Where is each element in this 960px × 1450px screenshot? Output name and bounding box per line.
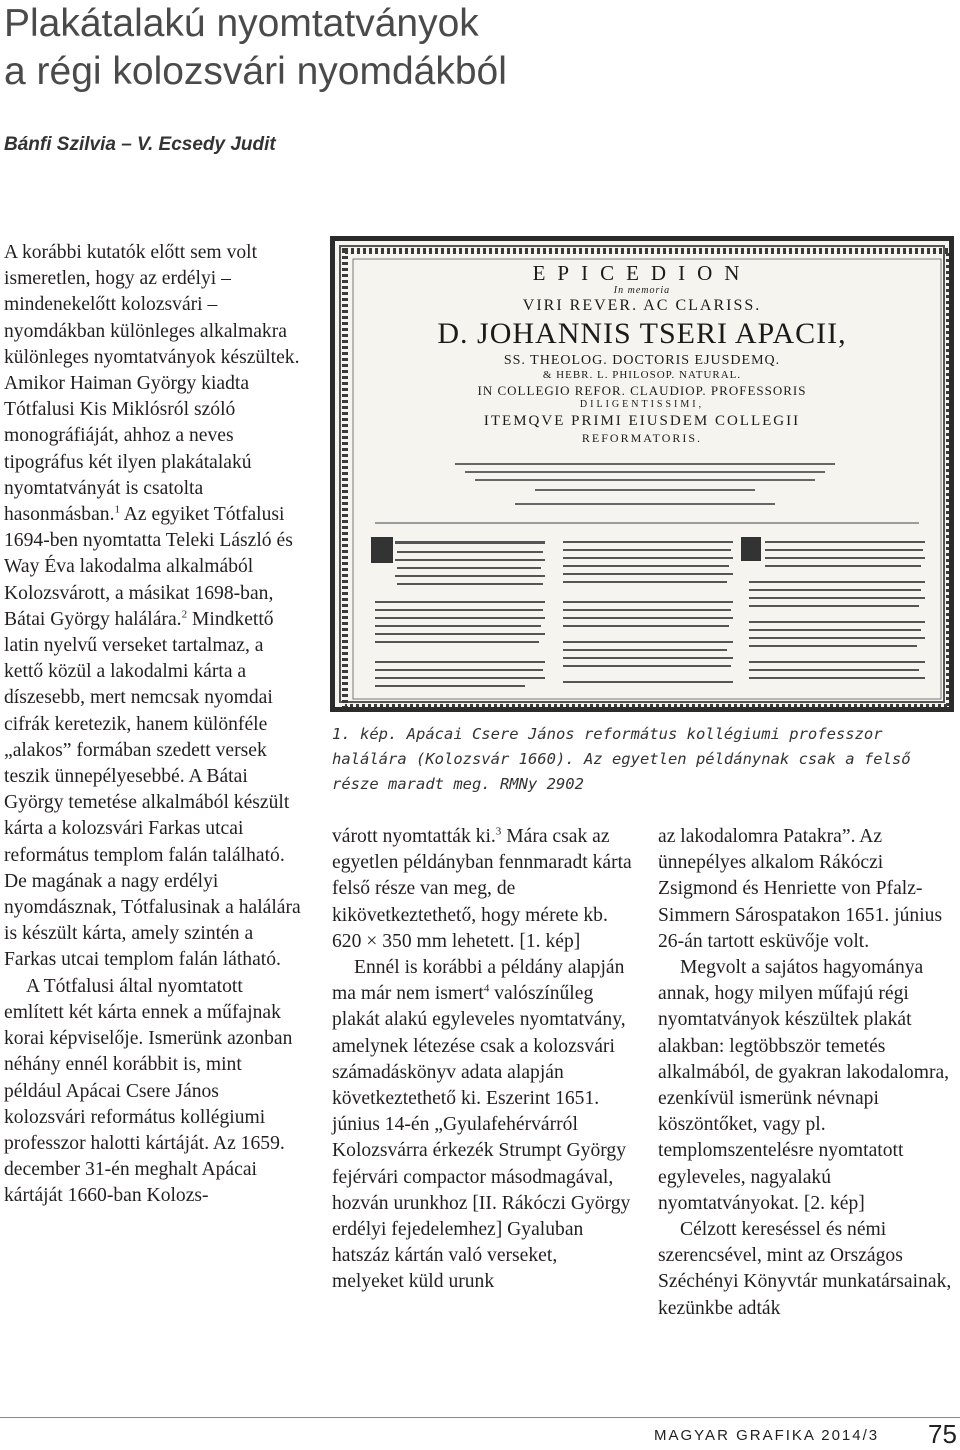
paragraph: Célzott kereséssel és némi szerencsével, mint az Országos Széchényi Könyvtár munkatársainak, kezünkbe adták	[658, 1219, 952, 1319]
figure-line-8: DILIGENTISSIMI,	[579, 399, 705, 410]
page-number: 75	[928, 1419, 957, 1449]
figure-line-3: VIRI REVER. AC CLARISS.	[522, 297, 762, 314]
paragraph: A Tótfalusi által nyomtatott említett két kárta ennek a műfajnak korai képviselője. Ismerünk azonban néhány ennél korábbit is, mint például Apácai Csere János kolozsvári református kollégiumi professzor halotti kártáját. Az 1659. december 31-én meghalt Apácai kártáját 1660-ban Kolozs-	[4, 975, 293, 1207]
paragraph: Ennél is korábbi a példány alapján ma már nem ismert$^4$ valószínűleg plakát alakú egyleveles nyomtatvány, amelynek létezése csak a kolozsvári számadáskönyv adata alapján következtethető ki. Eszerint 1651. június 14-én „Gyulafehérvárról Kolozsvárra érkezék Strumpt György fejérvári compactor másodmagával, hozván urunkhoz [II. Rákóczi György erdélyi fejedelemhez] Gyaluban hatszáz kártán való verseket, melyeket küld urunk	[332, 957, 631, 1293]
paragraph: A korábbi kutatók előtt sem volt ismeretlen, hogy az erdélyi – mindenekelőtt kolozsvári – nyomdákban különleges alkalmakra különleges nyomtatványok készültek. Amikor Haiman György kiadta Tótfalusi Kis Miklósról szóló monográfiáját, ahhoz a neves tipográfus két ilyen plakátalakú nyomtatványát is csatolta hasonmásban.$^1$ Az egyiket Tótfalusi 1694-ben nyomtatta Teleki László és Way Éva lakodalma alkalmából Kolozsvárott, a másikat 1698-ban, Bátai György halálára.$^2$ Mindkettő latin nyelvű verseket tartalmaz, a kettő közül a lakodalmi kárta a díszesebb, mert nemcsak nyomdai cifrák keretezik, hanem különféle „alakos” formában szedett versek teszik ünnepélyesebbé. A Bátai György temetése alkalmából készült kárta a kolozsvári Farkas utcai református templom falán található. De magának a nagy erdélyi nyomdásznak, Tótfalusinak a halálára is készült kárta, amely szintén a Farkas utcai templom falán látható.	[4, 242, 301, 971]
figure-line-2: In memoria	[613, 285, 671, 296]
article-authors: Bánfi Szilvia – V. Ecsedy Judit	[4, 134, 276, 155]
text-column-2	[332, 824, 632, 1296]
text-column-1	[4, 240, 304, 1210]
figure-image-epicedion	[330, 236, 954, 712]
figure-line-10: REFORMATORIS.	[581, 431, 703, 445]
figure-line-5: SS. THEOLOG. DOCTORIS EJUSDEMQ.	[503, 353, 781, 368]
figure-line-6: & HEBR. L. PHILOSOP. NATURAL.	[542, 369, 742, 381]
paragraph: az lakodalomra Patakra”. Az ünnepélyes alkalom Rákóczi Zsigmond és Henriette von Pfalz-Simmern Sárospatakon 1651. június 26-án tartott esküvője volt.	[658, 826, 943, 952]
paragraph: várott nyomtatták ki.$^3$ Mára csak az egyetlen példányban fennmaradt kárta felső része van meg, de kikövetkeztethető, hogy mérete kb. 620 × 350 mm lehetett. [1. kép]	[332, 825, 632, 952]
footer-rule	[0, 1417, 960, 1418]
figure-line-4: D. JOHANNIS TSERI APACII,	[437, 317, 847, 350]
paragraph: Megvolt a sajátos hagyománya annak, hogy milyen műfajú régi nyomtatványok készültek plakát alakban: legtöbbször temetés alkalmából, de gyakran lakodalomra, ezenkívül ismerünk névnapi köszöntőket, vagy pl. templomszentelésre nyomtatott egyleveles, nagyalakú nyomtatványokat. [2. kép]	[658, 957, 950, 1214]
figure-line-7: IN COLLEGIO REFOR. CLAUDIOP. PROFESSORIS	[477, 383, 807, 398]
title-line-1: Plakátalakú nyomtatványok	[4, 2, 479, 45]
title-line-2: a régi kolozsvári nyomdákból	[4, 50, 507, 93]
text-column-3	[658, 824, 958, 1322]
figure-caption: 1. kép. Apácai Csere János református kollégiumi professzor halálára (Kolozsvár 1660). Az egyetlen példánynak csak a felső része maradt meg. RMNy 2902	[332, 725, 911, 793]
article-title	[4, 0, 944, 96]
figure-line-1: EPICEDION	[532, 261, 752, 285]
journal-name: MAGYAR GRAFIKA 2014/3	[654, 1427, 880, 1444]
figure-line-9: ITEMQVE PRIMI EIUSDEM COLLEGII	[483, 413, 801, 429]
